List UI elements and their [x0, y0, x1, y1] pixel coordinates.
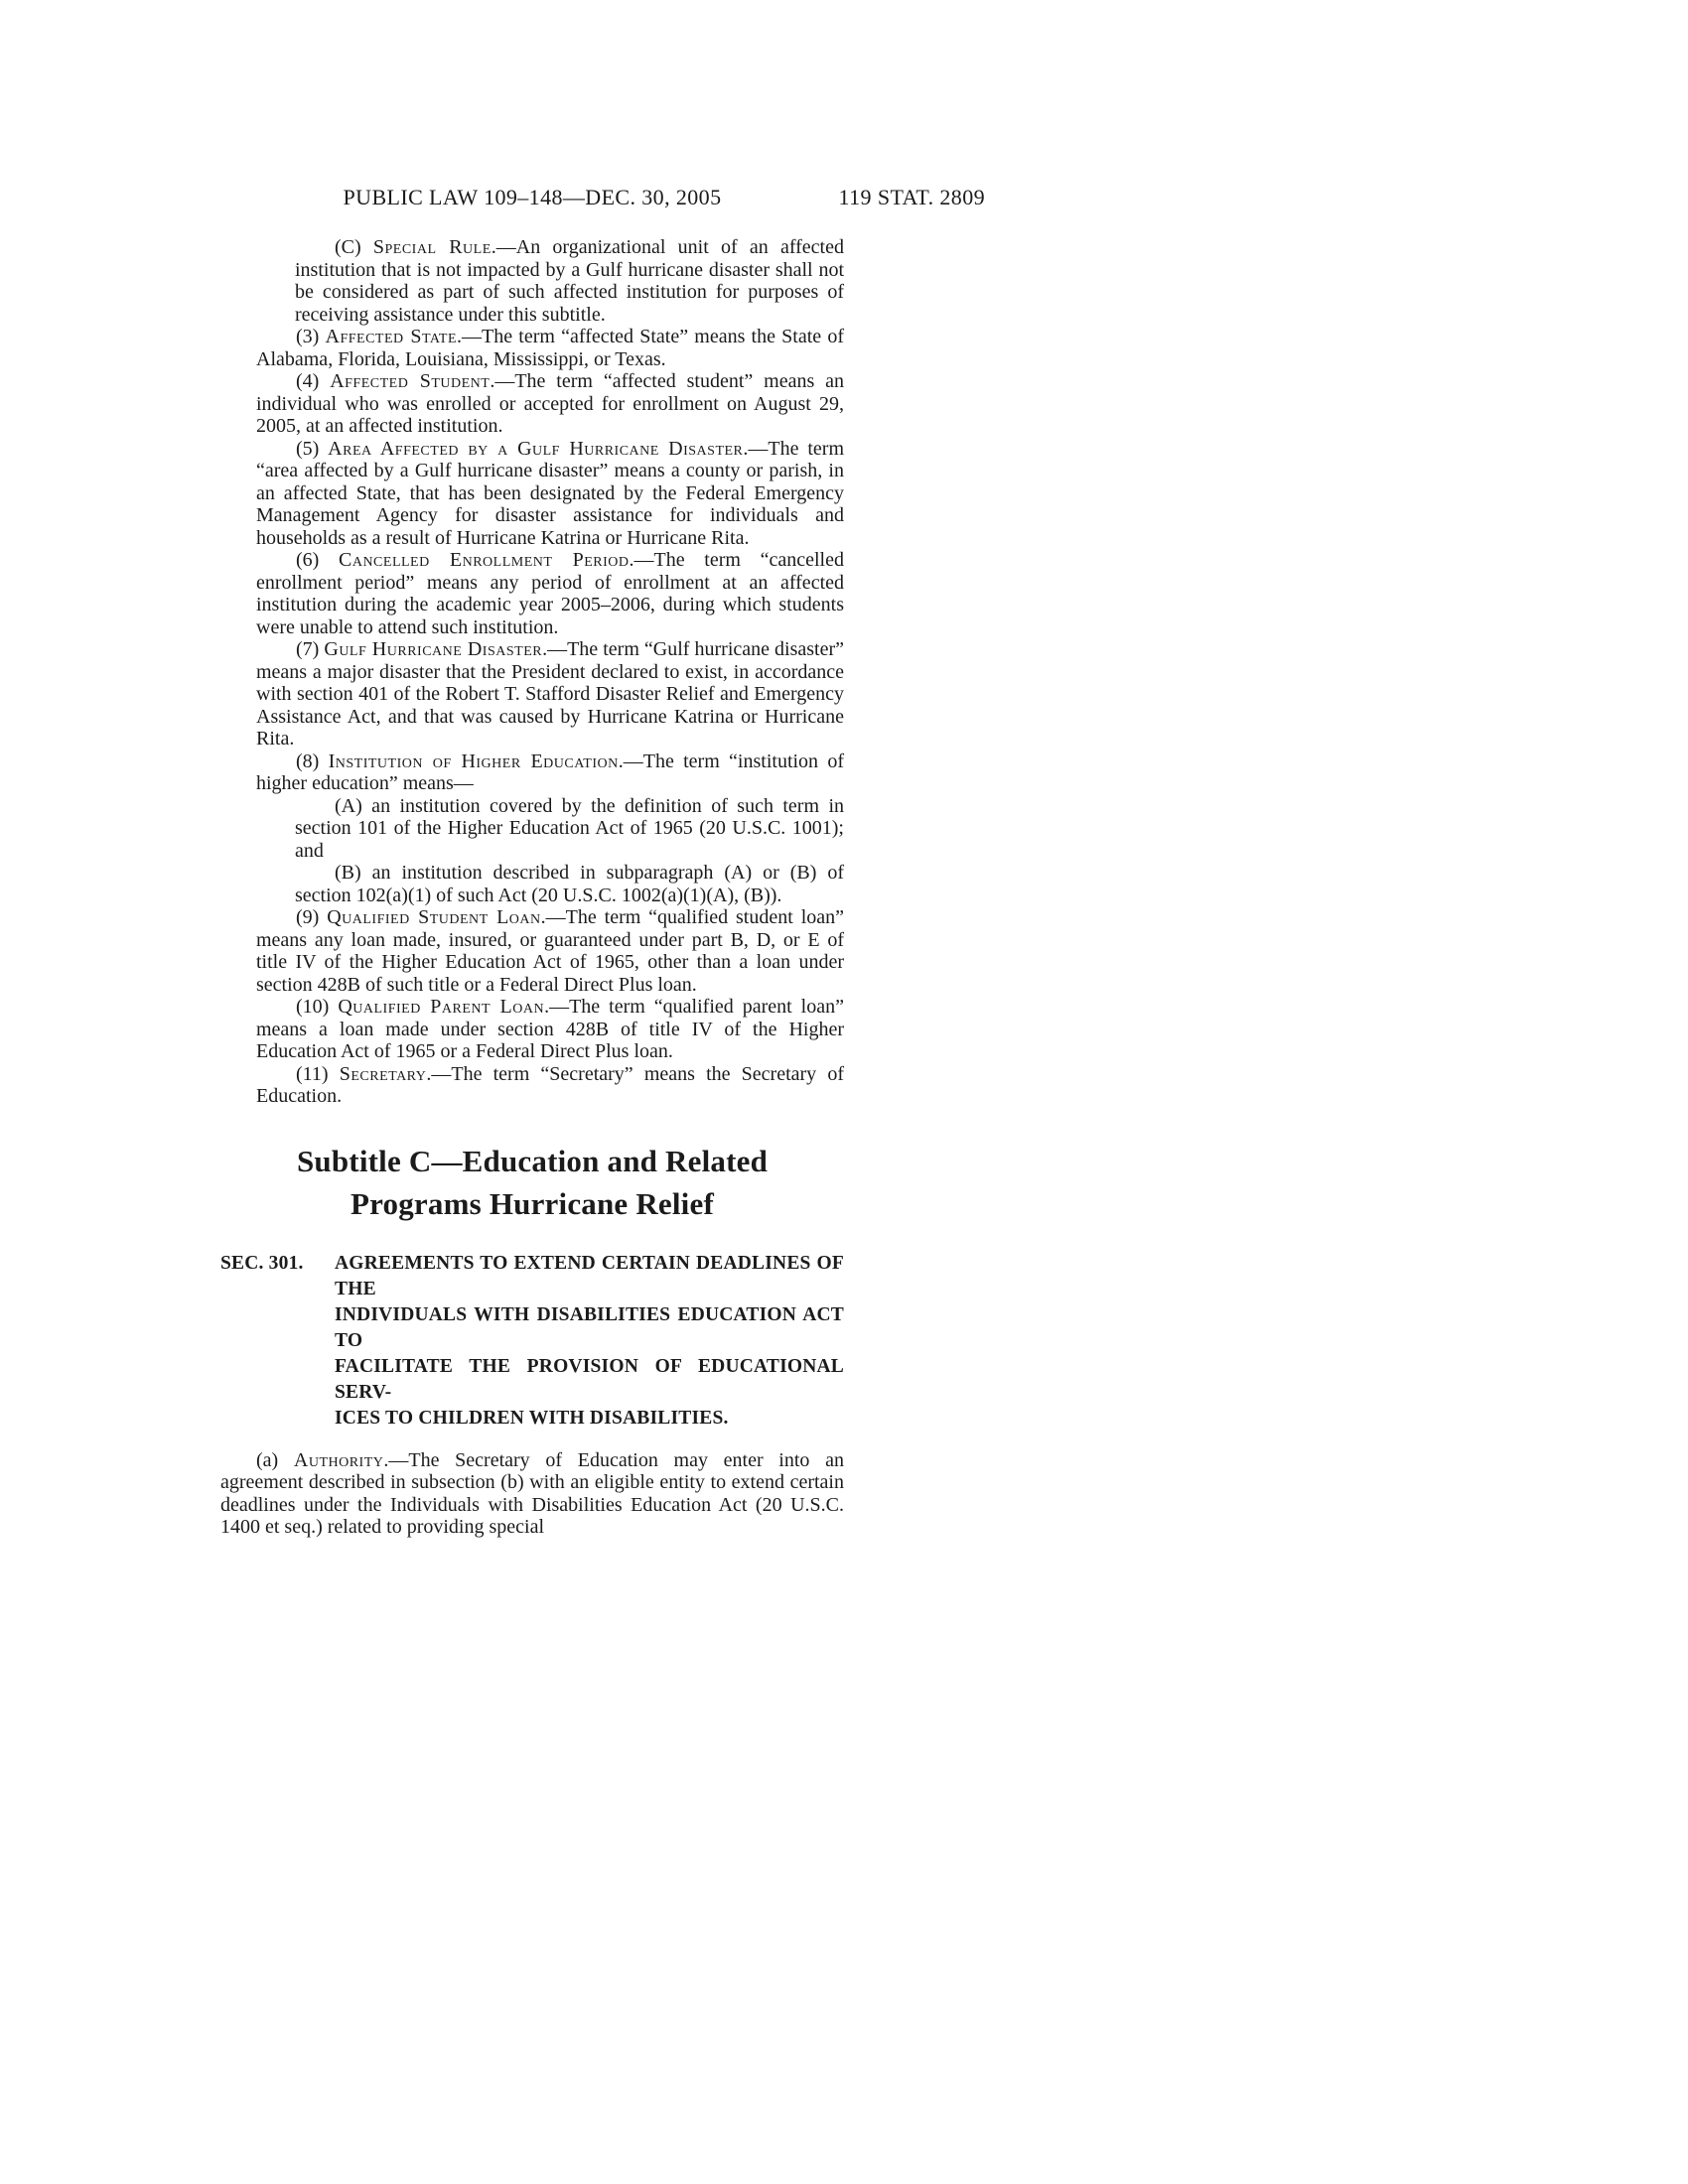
definitions-block [220, 236, 844, 1108]
section-heading-line: AGREEMENTS TO EXTEND CERTAIN DEADLINES OF THE [335, 1252, 844, 1299]
defined-term: Qualified Student Loan [327, 906, 541, 928]
section-heading [220, 1251, 844, 1432]
text-segment: (C) [335, 236, 373, 258]
text-segment: (11) [296, 1062, 340, 1085]
defined-term: Institution of Higher Education [328, 750, 619, 772]
statute-paragraph [256, 438, 844, 550]
text-segment: (6) [296, 549, 339, 571]
statute-paragraph [256, 1063, 844, 1108]
text-segment: (10) [296, 996, 339, 1018]
subtitle-heading-line: Subtitle C—Education and Related [296, 1143, 769, 1178]
running-header [220, 185, 985, 210]
defined-term: Authority [293, 1448, 384, 1471]
text-segment: .—The term “qualified parent loan” means a loan made under section 428B of title IV of the Higher Education Act of 1965 or a Federal Direct Plus loan. [256, 996, 844, 1062]
subtitle-heading [220, 1140, 844, 1225]
statute-paragraph [256, 996, 844, 1063]
text-segment: .—The term “affected State” means the State of Alabama, Florida, Louisiana, Mississippi, or Texas. [256, 326, 844, 370]
defined-term: Gulf Hurricane Disaster [324, 638, 543, 660]
text-segment: .—The term “area affected by a Gulf hurricane disaster” means a county or parish, in an affected State, that has been designated by the Federal Emergency Management Agency for disaster assistance for individuals and households as a result of Hurricane Katrina or Hurricane Rita. [256, 437, 844, 549]
text-segment: .—The term “Gulf hurricane disaster” means a major disaster that the President declared to exist, in accordance with section 401 of the Robert T. Stafford Disaster Relief and Emergency Assistance Act, and that was caused by Hurricane Katrina or Hurricane Rita. [256, 638, 845, 750]
text-segment: .—The Secretary of Education may enter into an agreement described in subsection (b) with an eligible entity to extend certain deadlines under the Individuals with Disabilities Education Act (20 U.S.C. 1400 et seq.) related to providing special [220, 1448, 844, 1538]
statute-paragraph [295, 236, 844, 326]
defined-term: Affected Student [330, 370, 491, 392]
statute-paragraph [220, 1449, 844, 1539]
subtitle-heading-line: Programs Hurricane Relief [351, 1185, 714, 1221]
defined-term: Area Affected by a Gulf Hurricane Disaster [328, 437, 744, 460]
statute-paragraph [256, 906, 844, 996]
text-segment: .—The term “institution of higher education” means— [256, 750, 845, 794]
statute-paragraph [295, 862, 844, 906]
text-segment: (3) [296, 326, 326, 347]
statute-paragraph [295, 795, 844, 863]
text-segment: .—The term “qualified student loan” means any loan made, insured, or guaranteed under part B, D, or E of title IV of the Higher Education Act of 1965, other than a loan under section 428B of such title or a Federal Direct Plus loan. [256, 906, 844, 996]
defined-term: Cancelled Enrollment Period [339, 549, 630, 571]
defined-term: Special Rule [372, 236, 492, 258]
text-segment: .—The term “cancelled enrollment period” means any period of enrollment at an affected institution during the academic year 2005–2006, during which students were unable to attend such institution. [256, 549, 844, 638]
text-segment: (7) [296, 638, 325, 660]
text-segment: (8) [296, 750, 329, 772]
section-number: SEC. 301. [220, 1252, 304, 1274]
text-segment: .—The term “Secretary” means the Secretary of Education. [256, 1062, 844, 1107]
section-heading-line: FACILITATE THE PROVISION OF EDUCATIONAL SERV- [335, 1355, 844, 1403]
text-segment: (a) [256, 1448, 294, 1471]
text-segment: .—The term “affected student” means an individual who was enrolled or accepted for enrollment on August 29, 2005, at an affected institution. [256, 370, 845, 437]
text-segment: (9) [296, 906, 328, 928]
running-header-law-title: PUBLIC LAW 109–148—DEC. 30, 2005 [343, 185, 722, 209]
text-segment: (A) an institution covered by the definition of such term in section 101 of the Higher Education Act of 1965 (20 U.S.C. 1001); and [295, 794, 844, 862]
text-segment: (B) an institution described in subparagraph (A) or (B) of section 102(a)(1) of such Act (20 U.S.C. 1002(a)(1)(A), (B)). [295, 862, 844, 906]
statute-paragraph [256, 370, 844, 438]
running-header-stat-page: 119 STAT. 2809 [838, 185, 985, 209]
section-heading-line: INDIVIDUALS WITH DISABILITIES EDUCATION ACT TO [335, 1303, 844, 1351]
defined-term: Secretary [339, 1062, 427, 1085]
text-column [220, 185, 985, 1539]
statute-paragraph [256, 638, 844, 751]
authority-block [220, 1449, 844, 1539]
section-heading-line: ICES TO CHILDREN WITH DISABILITIES. [335, 1407, 729, 1429]
statute-paragraph [256, 751, 844, 795]
defined-term: Qualified Parent Loan [338, 996, 545, 1018]
defined-term: Affected State [325, 326, 458, 347]
statute-paragraph [256, 549, 844, 638]
statute-paragraph [256, 326, 844, 370]
text-segment: .—An organizational unit of an affected institution that is not impacted by a Gulf hurricane disaster shall not be considered as part of such affected institution for purposes of receiving assistance under this subtitle. [295, 236, 844, 326]
text-segment: (4) [296, 370, 331, 392]
text-segment: (5) [296, 437, 329, 460]
